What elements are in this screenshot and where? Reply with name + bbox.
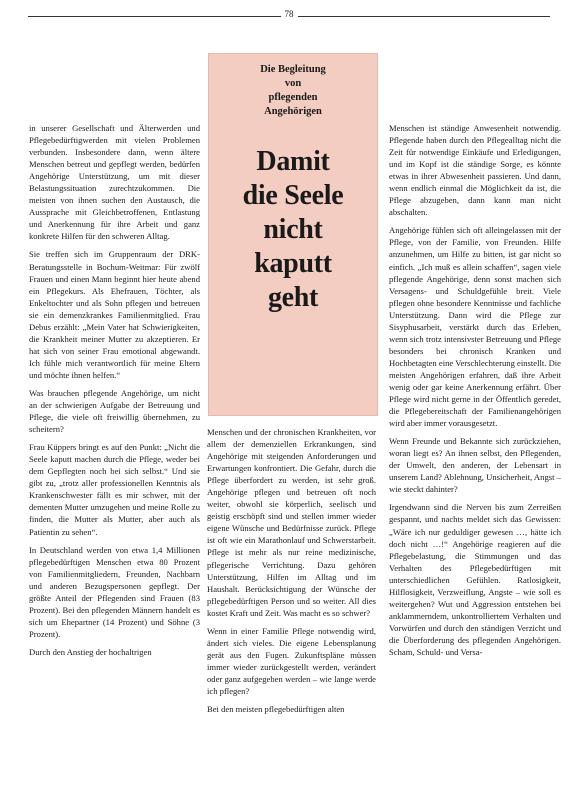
text-column-middle	[207, 426, 376, 807]
text-column-right	[389, 122, 561, 807]
paragraph: Wenn in einer Familie Pflege notwendig wird, ändert sich vieles. Die eigene Lebensplanung gerät aus den Fugen. Zukunftspläne müssen immer wieder zurückgestellt werden, verändert oder ganz aufgegeben werden – wie lange werde ich pflegen?	[207, 625, 376, 696]
paragraph: Wenn Freunde und Bekannte sich zurückziehen, woran liegt es? An ihnen selbst, den Pflegenden, der Umwelt, den anderen, der Lebensart in unserem Land? Ablehnung, Unsicherheit, Angst – wie steckt dahinter?	[389, 436, 561, 495]
paragraph: Was brauchen pflegende Angehörige, um nicht an der schwierigen Aufgabe der Betreuung und Pflege, die viele oft freiwillig übernehmen, zu scheitern?	[29, 387, 200, 435]
kicker-line: Angehörigen	[264, 106, 322, 117]
paragraph: Durch den Anstieg der hochaltrigen	[29, 646, 152, 657]
headline	[208, 145, 378, 315]
paragraph: Menschen ist ständige Anwesenheit notwendig. Pflegende haben durch den Pflegealltag nicht die Zeit für notwendige Einkäufe und Erledigungen, und im Kopf ist die ständige Sorge, es könnte etwas in ihrer Abwesenheit passieren. Und dann, wenn endlich einmal die Möglichkeit da ist, die Pflege abzugeben, dann kann man nicht abschalten.	[389, 123, 561, 218]
headline-line: nicht	[263, 214, 323, 245]
paragraph: Frau Küppers bringt es auf den Punkt: „Nicht die Seele kaputt machen durch die Pflege, weder bei dem Gepflegten noch bei sich selbst.“ Und sie gibt zu, „trotz aller professionellen Kenntnis als Krankenschwester fällt es mir schwer, mit der dementen Mutter umzugehen und meine Rolle zu finden, die Mutter als Mutter, aber auch als Patientin zu sehen“.	[29, 442, 200, 537]
paragraph: in unserer Gesellschaft und Älterwerden und Pflegebedürftigwerden mit vielen Problemen verbunden. Insbesondere dann, wenn ältere Menschen betreut und gepflegt werden, bedürfen Angehörige Unterstützung, um mit dieser Belastungssituation zurechtzukommen. Die meisten von ihnen suchen den Austausch, die Aussprache mit Gleichbetroffenen, Entlastung und Anerkennung für ihre Arbeit und ganz konkrete Hilfen für den schweren Alltag.	[29, 123, 200, 242]
kicker-line: von	[284, 78, 302, 89]
headline-line: geht	[267, 282, 319, 313]
headline-line: die Seele	[242, 180, 344, 211]
headline-line: kaputt	[254, 248, 332, 279]
page-number	[0, 9, 578, 19]
paragraph: Menschen und der chronischen Krankheiten, vor allem der demenziellen Erkrankungen, sind Angehörige mit steigenden Anforderungen und Erwartungen konfrontiert. Die Gefahr, durch die Pflege überfordert zu werden, ist sehr groß. Angehörige pflegen und betreuen oft noch weiter, obwohl sie körperlich, seelisch und geistig erschöpft sind und stellen immer wieder eigene Wünsche und Bedürfnisse zurück. Pflege ist oft wie ein Marathonlauf und Schwerstarbeit. Pflege ist mehr als nur reine medizinische, pflegerische Verrichtung. Dazu gehören Unterstützung, Hilfen im Alltag und im Haushalt. Berücksichtigung der Wünsche der pflegebedürftigen Person und so weiter. All dies kostet Kraft und Zeit. Was macht es so schwer?	[207, 427, 376, 618]
paragraph: Bei den meisten pflegebedürftigen alten	[207, 704, 345, 715]
paragraph: In Deutschland werden von etwa 1,4 Millionen pflegebedürftigen Menschen etwa 80 Prozent von Familienmitgliedern, Freunden, Nachbarn und anderen Bezugspersonen gepflegt. Der größte Anteil der Pflegenden sind Frauen (83 Prozent). Bei den pflegenden Männern handelt es sich um Ehepartner (14 Prozent) und Söhne (3 Prozent).	[29, 544, 200, 639]
text-column-left	[29, 122, 200, 807]
paragraph: Sie treffen sich im Gruppenraum der DRK-Beratungsstelle in Bochum-Weitmar: Für zwölf Frauen und einen Mann beginnt hier heute abend ein Pflegekurs. Als Ehefrauen, Töchter, als Enkeltochter und als Sohn pflegen und betreuen sie ein demenzkrankes Familienmitglied. Frau Debus erzählt: „Mein Vater hat Schwierigkeiten, die Krankheit meiner Mutter zu akzeptieren. Er hat sich von seiner Frau emotional abgewandt. Ich fühle mich verantwortlich für meine Eltern und möchte ihnen helfen.“	[29, 249, 200, 380]
paragraph: Irgendwann sind die Nerven bis zum Zerreißen gespannt, und nachts meldet sich das Gewissen: „Wäre ich nur geduldiger gewesen …, hätte ich doch nicht …!“ Angehörige reagieren auf die Pflegebelastung, die Stimmungen und das Verhalten des Pflegebedürftigen mit unterschiedlichen Gefühlen. Ratlosigkeit, Hilflosigkeit, Verzweiflung, Angste – wie soll es weitergehen? Wut und Aggression entstehen bei anklammerndem, unkontrolliertem Verhalten und Vorwürfen und durch den ständigen Verzicht und die Überforderung des pflegenden Angehörigen. Scham, Schuld- und Versa-	[389, 502, 561, 657]
kicker-line: Die Begleitung	[260, 64, 326, 75]
kicker	[208, 63, 378, 119]
headline-line: Damit	[256, 146, 330, 177]
page-number-text: 78	[281, 9, 298, 19]
paragraph: Angehörige fühlen sich oft alleingelassen mit der Pflege, von der Familie, von Freunden. Hilfe anzunehmen, um Hilfe zu bitten, ist gar nicht so einfich. „Ich muß es allein schaffen“, sagen viele pflegende Angehörige, denn sonst machen sich Versagens- und Schuldgefühle breit. Viele pflegen ohne besondere Kenntnisse und fachliche Unterstützung. Dann wird die Pflege zur Sisyphusarbeit, verstärkt durch das Erleben, wenn sich trotz intensivster Betreuung und Pflege besonders bei chronisch Kranken und Hochbetagten eine Verschlechterung einstellt. Die meisten Angehörigen erfahren, daß ihre Arbeit wenig oder gar keine Anerkennung erfährt. Über Pflege wird nicht gerne in der Öffentlich geredet, die Pflegebereitschaft der Familienangehörigen wird aber immer vorausgesetzt.	[389, 225, 561, 429]
kicker-line: pflegenden	[268, 92, 318, 103]
headline-box	[208, 53, 378, 416]
